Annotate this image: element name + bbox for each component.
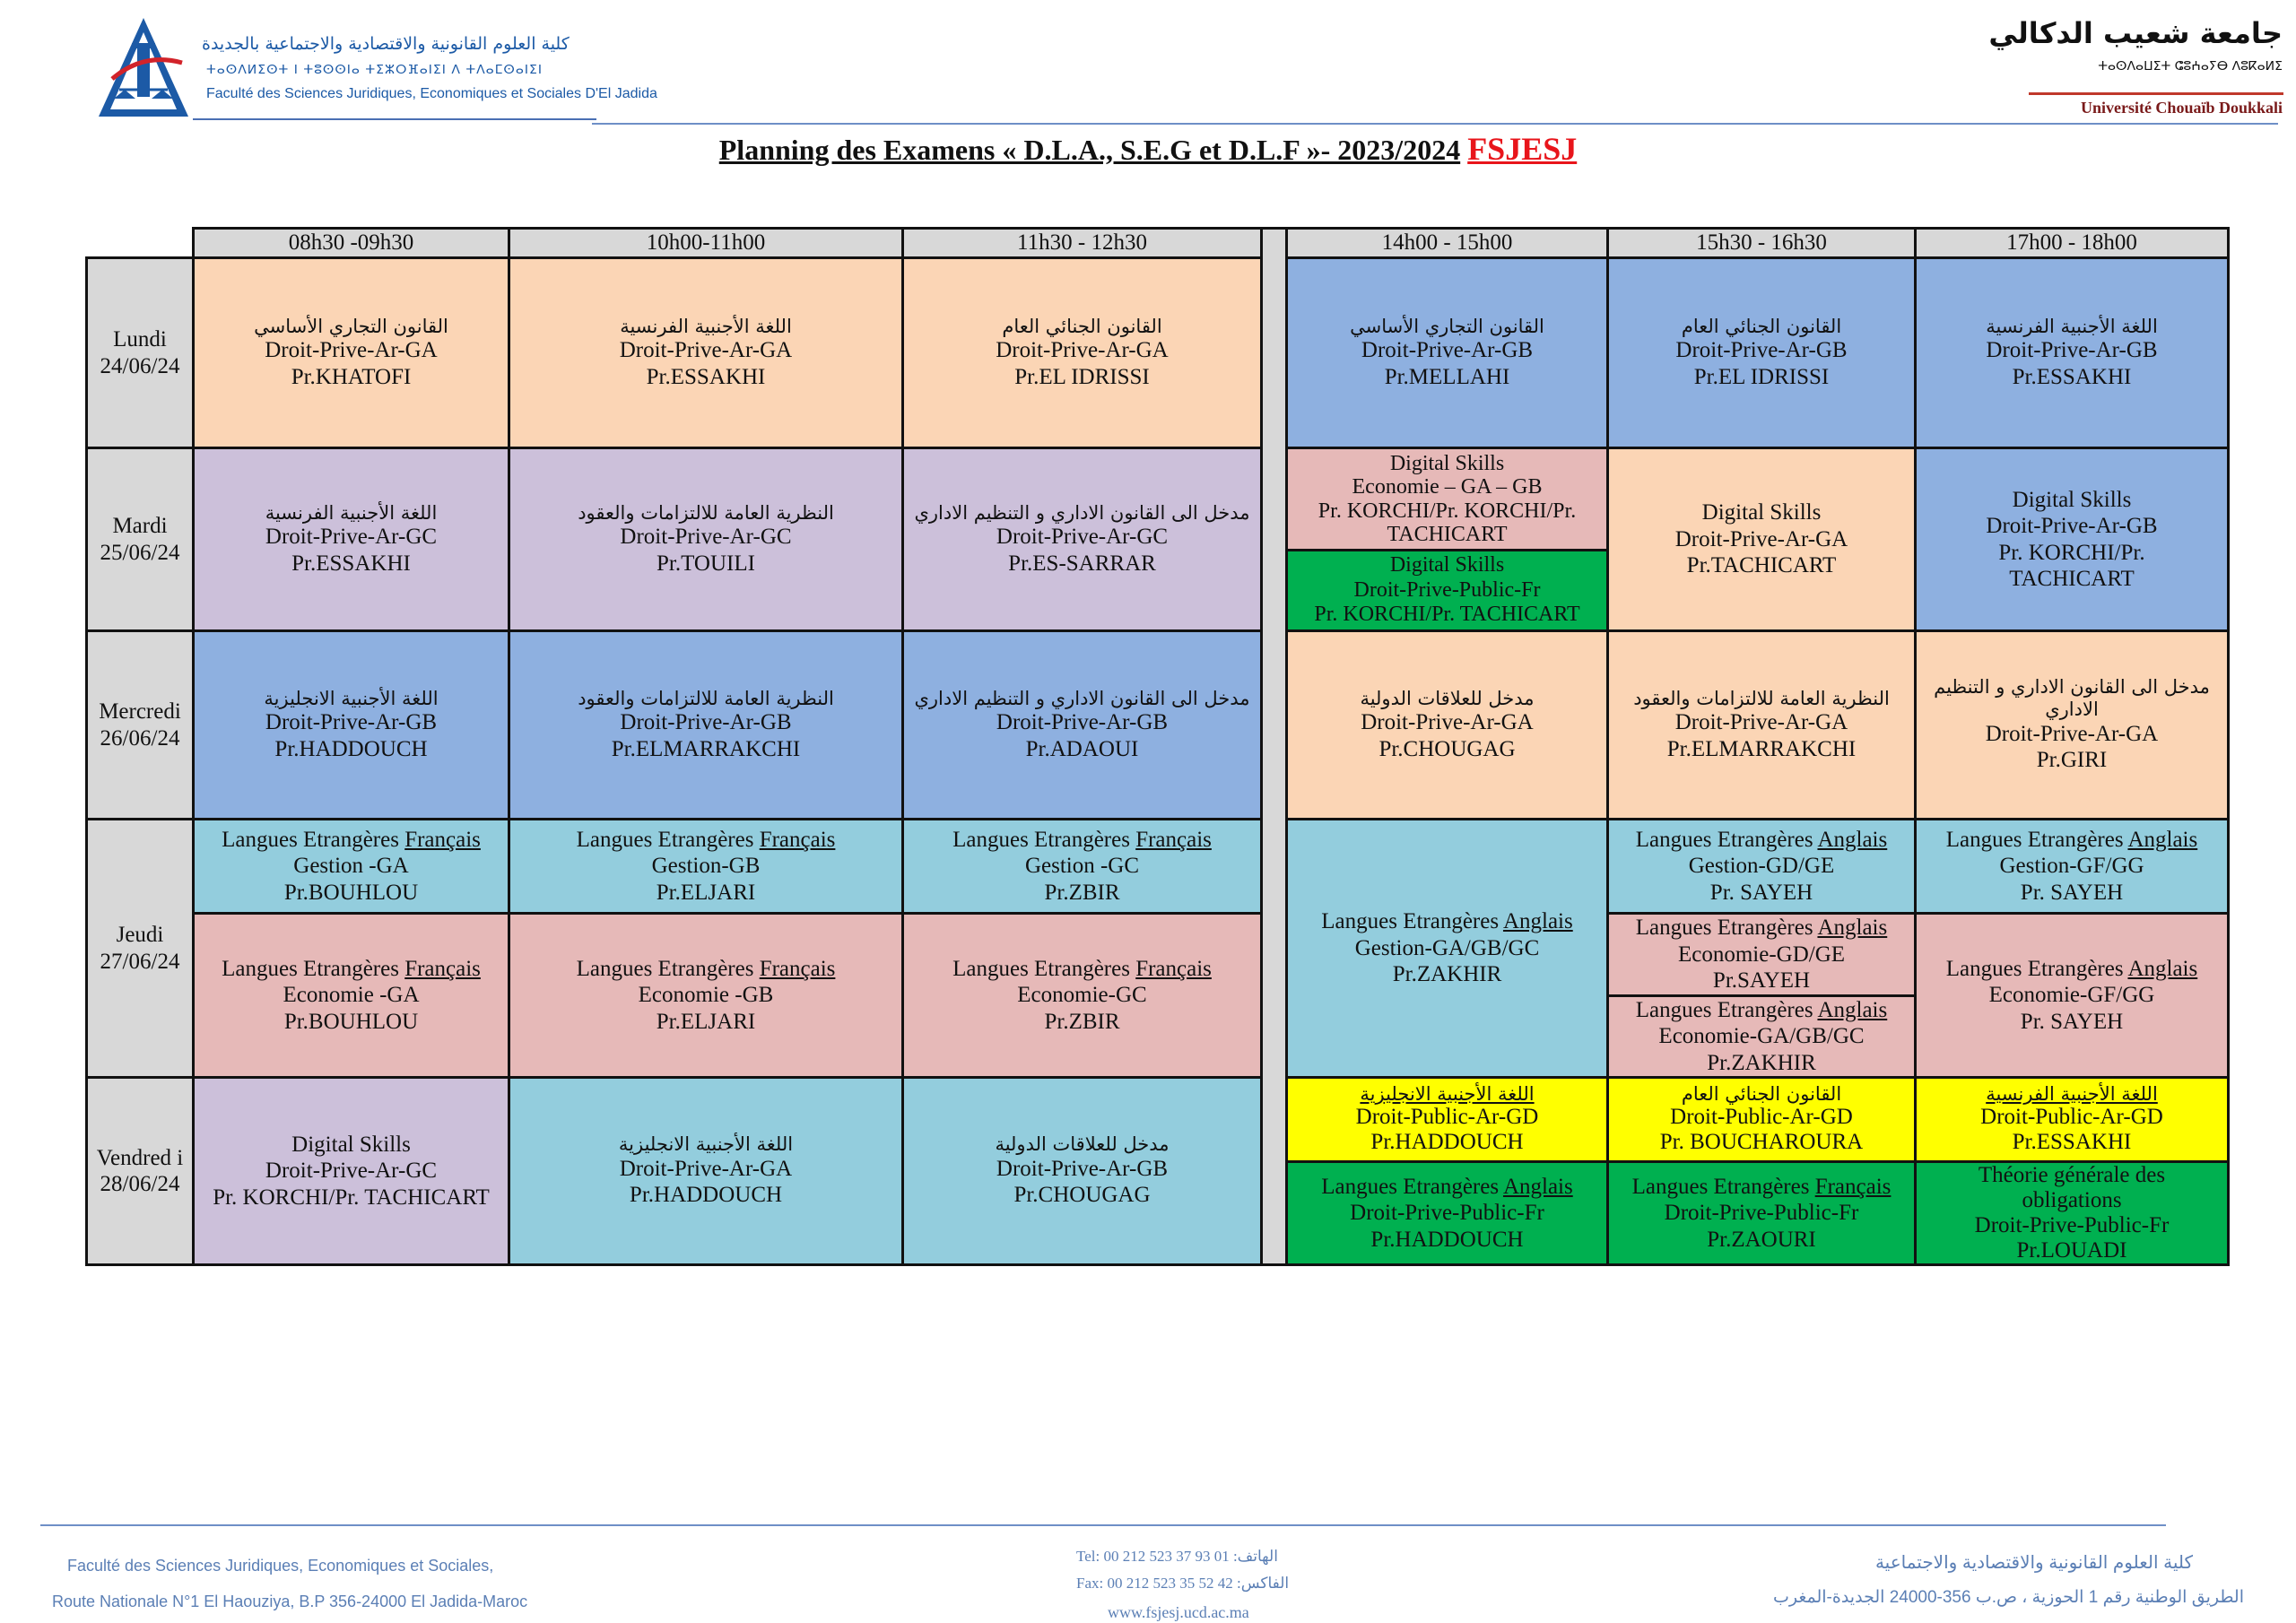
footer-phone: Tel: 00 212 523 37 93 01 :الهاتف [1076,1548,1278,1565]
faculty-emblem-icon [94,16,193,124]
day-row-tuesday [87,448,2229,551]
exam-cell: اللغة الأجنبية الفرنسية Droit-Prive-Ar-GC Pr.ESSAKHI [194,448,509,631]
faculty-name-tifinagh: ⵜⴰⵙⴷⵍⵉⵙⵜ ⵏ ⵜⵓⵙⵙⵏⴰ ⵜⵉⵣⵔⴼⴰⵏⵉⵏ ⴷ ⵜⴷⴰⵎⵙⴰⵏⵉⵏ [206,63,543,77]
exam-cell: القانون التجاري الأساسي Droit-Prive-Ar-GB Pr.MELLAHI [1287,258,1608,448]
exam-cell: Langues Etrangères Français Gestion-GB Pr.ELJARI [509,820,903,914]
day-subrow-thursday [87,914,2229,950]
exam-cell: اللغة الأجنبية الفرنسية Droit-Prive-Ar-GB Pr.ESSAKHI [1916,258,2229,448]
day-row-monday [87,258,2229,448]
exam-cell: النظرية العامة للالتزامات والعقود Droit-Prive-Ar-GC Pr.TOUILI [509,448,903,631]
exam-cell: القانون الجنائي العام Droit-Public-Ar-GD Pr. BOUCHAROURA [1608,1078,1916,1162]
footer-website-link[interactable]: www.fsjesj.ucd.ac.ma [1108,1603,1249,1621]
day-label: Mercredi 26/06/24 [87,631,194,820]
exam-cell: Langues Etrangères Français Economie -GA Pr.BOUHLOU [194,914,509,1078]
exam-cell: Langues Etrangères Anglais Gestion-GA/GB/GC Pr.ZAKHIR [1287,820,1608,1078]
time-slot-header: 10h00-11h00 [509,229,903,258]
exam-cell: القانون التجاري الأساسي Droit-Prive-Ar-GA Pr.KHATOFI [194,258,509,448]
footer-rule [40,1524,2166,1526]
time-slot-header: 17h00 - 18h00 [1916,229,2229,258]
exam-cell: القانون الجنائي العام Droit-Prive-Ar-GB Pr.EL IDRISSI [1608,258,1916,448]
exam-cell: مدخل للعلاقات الدولية Droit-Prive-Ar-GA Pr.CHOUGAG [1287,631,1608,820]
exam-cell: النظرية العامة للالتزامات والعقود Droit-Prive-Ar-GA Pr.ELMARRAKCHI [1608,631,1916,820]
day-label: Vendred i 28/06/24 [87,1078,194,1265]
exam-cell: Digital Skills Droit-Prive-Public-Fr Pr. KORCHI/Pr. TACHICART [1287,551,1608,631]
exam-cell: Langues Etrangères Anglais Gestion-GD/GE Pr. SAYEH [1608,820,1916,914]
exam-cell: Digital Skills Droit-Prive-Ar-GC Pr. KORCHI/Pr. TACHICART [194,1078,509,1265]
header-rule-right [592,123,2278,125]
exam-cell: Digital Skills Droit-Prive-Ar-GA Pr.TACHICART [1608,448,1916,631]
footer-address-arabic: الطريق الوطنية رقم 1 الحوزية ، ص.ب 356-24000 الجديدة-المغرب [1772,1588,2244,1607]
footer-faculty-arabic: كلية العلوم القانونية والاقتصادية والاجتماعية [1874,1553,2193,1573]
exam-cell: اللغة الأجنبية الفرنسية Droit-Public-Ar-GD Pr.ESSAKHI [1916,1078,2229,1162]
time-slot-header: 08h30 -09h30 [194,229,509,258]
footer-address-line2: Route Nationale N°1 El Haouziya, B.P 356-24000 El Jadida-Maroc [52,1593,528,1610]
time-slot-header: 11h30 - 12h30 [903,229,1262,258]
lunch-break-separator [1262,229,1287,1265]
time-slot-header: 15h30 - 16h30 [1608,229,1916,258]
university-underline [2029,92,2283,95]
faculty-name-arabic: كلية العلوم القانونية والاقتصادية والاجتماعية بالجديدة [202,34,570,54]
exam-schedule-table [85,227,2230,1266]
day-label: Mardi 25/06/24 [87,448,194,631]
corner-cell [87,229,194,258]
title-main: Planning des Examens « D.L.A., S.E.G et D.L.F »- 2023/2024 [718,134,1461,166]
university-name-tifinagh: ⵜⴰⵙⴷⴰⵡⵉⵜ ⵛⵓⵄⴰⵢⴱ ⴷⵓⴽⴰⵍⵉ [2098,59,2283,74]
title-brand: FSJESJ [1467,131,1578,167]
university-name-arabic: جامعة شعيب الدكالي [1988,16,2283,50]
exam-cell: مدخل الى القانون الاداري و التنظيم الاداري Droit-Prive-Ar-GA Pr.GIRI [1916,631,2229,820]
day-label: Lundi 24/06/24 [87,258,194,448]
exam-cell: اللغة الأجنبية الفرنسية Droit-Prive-Ar-GA Pr.ESSAKHI [509,258,903,448]
footer-address-line1: Faculté des Sciences Juridiques, Economiques et Sociales, [67,1557,494,1575]
page-title [0,130,2296,168]
exam-cell: Langues Etrangères Anglais Gestion-GF/GG Pr. SAYEH [1916,820,2229,914]
exam-cell: Théorie générale des obligations Droit-Prive-Public-Fr Pr.LOUADI [1916,1162,2229,1265]
exam-cell: Digital Skills Economie – GA – GB Pr. KORCHI/Pr. KORCHI/Pr. TACHICART [1287,448,1608,551]
exam-cell: مدخل للعلاقات الدولية Droit-Prive-Ar-GB Pr.CHOUGAG [903,1078,1262,1265]
day-label: Jeudi 27/06/24 [87,820,194,1078]
exam-cell: Langues Etrangères Anglais Droit-Prive-Public-Fr Pr.HADDOUCH [1287,1162,1608,1265]
day-row-thursday [87,820,2229,869]
exam-cell: اللغة الأجنبية الانجليزية Droit-Public-Ar-GD Pr.HADDOUCH [1287,1078,1608,1162]
exam-cell: اللغة الأجنبية الانجليزية Droit-Prive-Ar-GB Pr.HADDOUCH [194,631,509,820]
exam-cell: Langues Etrangères Français Droit-Prive-Public-Fr Pr.ZAOURI [1608,1162,1916,1265]
exam-cell: Digital Skills Droit-Prive-Ar-GB Pr. KORCHI/Pr. TACHICART [1916,448,2229,631]
time-header-row [87,229,2229,258]
exam-cell: القانون الجنائي العام Droit-Prive-Ar-GA Pr.EL IDRISSI [903,258,1262,448]
header-rule-left [193,118,596,120]
exam-cell: Langues Etrangères Français Gestion -GC Pr.ZBIR [903,820,1262,914]
exam-cell: Langues Etrangères Français Gestion -GA Pr.BOUHLOU [194,820,509,914]
exam-cell: النظرية العامة للالتزامات والعقود Droit-Prive-Ar-GB Pr.ELMARRAKCHI [509,631,903,820]
faculty-name-french: Faculté des Sciences Juridiques, Economiques et Sociales D'El Jadida [206,86,657,101]
day-row-wednesday [87,631,2229,820]
exam-cell: مدخل الى القانون الاداري و التنظيم الاداري Droit-Prive-Ar-GC Pr.ES-SARRAR [903,448,1262,631]
exam-cell: Langues Etrangères Anglais Economie-GF/GG Pr. SAYEH [1916,914,2229,1078]
time-slot-header: 14h00 - 15h00 [1287,229,1608,258]
exam-cell: Langues Etrangères Anglais Economie-GD/GE Pr.SAYEH [1608,914,1916,996]
university-name-french: Université Chouaïb Doukkali [2080,99,2283,117]
university-logo [1988,16,2283,124]
footer-fax: Fax: 00 212 523 35 52 42 :الفاكس [1076,1575,1290,1592]
day-row-friday [87,1078,2229,1162]
exam-cell: Langues Etrangères Français Economie -GB Pr.ELJARI [509,914,903,1078]
exam-cell: مدخل الى القانون الاداري و التنظيم الاداري Droit-Prive-Ar-GB Pr.ADAOUI [903,631,1262,820]
faculty-logo [94,16,657,124]
exam-cell: Langues Etrangères Français Economie-GC Pr.ZBIR [903,914,1262,1078]
exam-cell: Langues Etrangères Anglais Economie-GA/GB/GC Pr.ZAKHIR [1608,995,1916,1078]
exam-cell: اللغة الأجنبية الانجليزية Droit-Prive-Ar-GA Pr.HADDOUCH [509,1078,903,1265]
